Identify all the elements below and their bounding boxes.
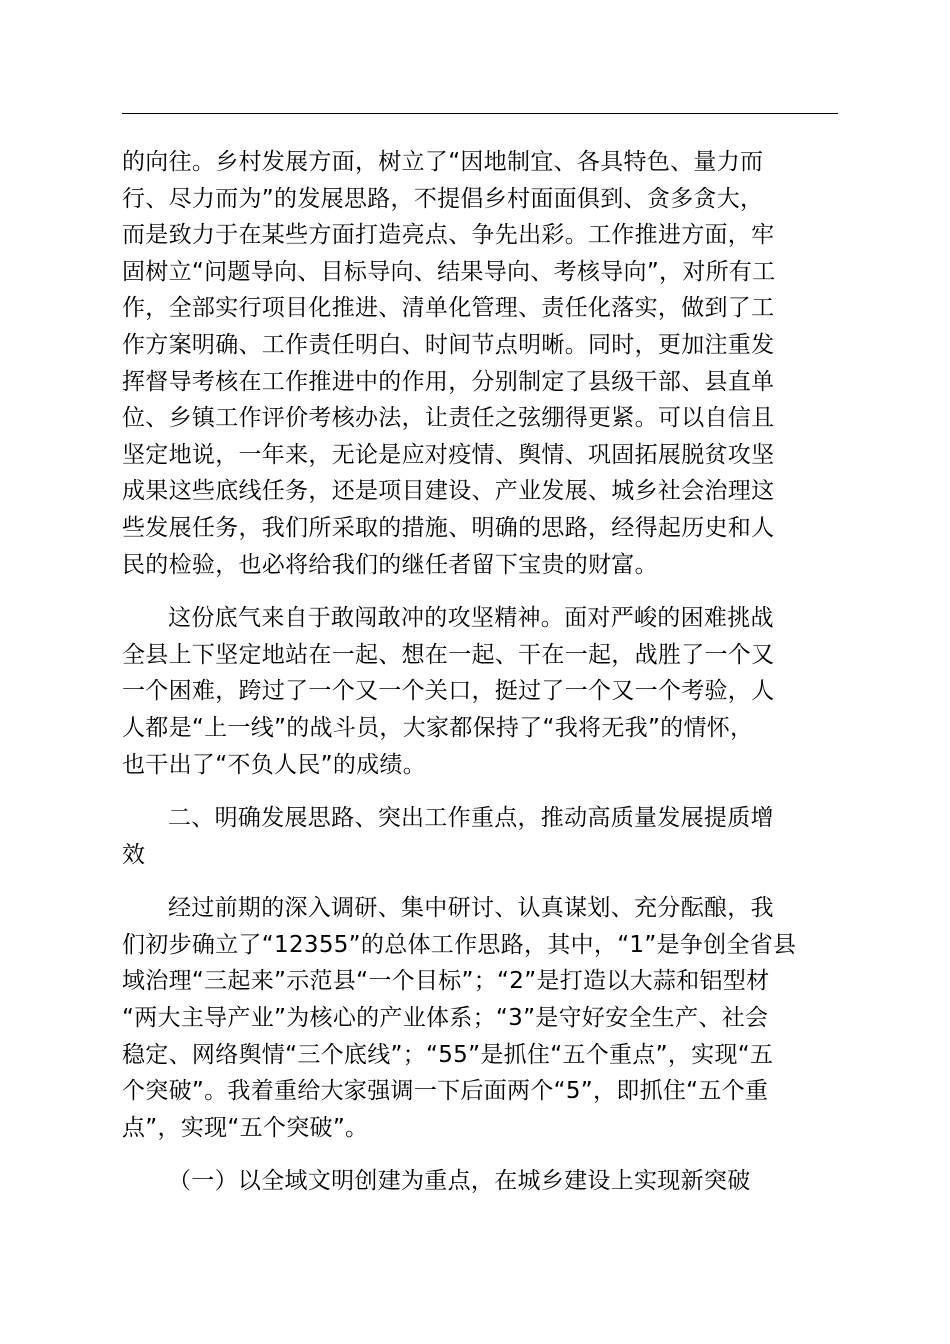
header-divider — [122, 113, 838, 114]
section-heading-two: 二、明确发展思路、突出工作重点，推动高质量发展提质增 效 — [122, 805, 774, 868]
paragraph-continuation: 的向往。乡村发展方面，树立了“因地制宜、各具特色、量力而 行、尽力而为”的发展思路，不提倡乡村面面俱到、贪多贪大， 而是致力于在某些方面打造亮点、争先出彩。工作推进方面，牢 固树立“问题导向、目标导向、结果导向、考核导向”，对所有工 作，全部实行项目化推进、清单化管理、责任化落实，做到了工 作方案明确、工作责任明白、时间节点明晰。同时，更加注重发 挥督导考核在工作推进中的作用，分别制定了县级干部、县直单 位、乡镇工作评价考核办法，让责任之弦绷得更紧。可以自信且 坚定地说，一年来，无论是应对疫情、舆情、巩固拓展脱贫攻坚 成果这些底线任务，还是项目建设、产业发展、城乡社会治理这 些发展任务，我们所采取的措施、明确的思路，经得起历史和人 民的检验，也必将给我们的继任者留下宝贵的财富。 — [122, 149, 776, 578]
paragraph-12355-plan: 经过前期的深入调研、集中研讨、认真谋划、充分酝酿，我 们初步确立了“12355”的总体工作思路，其中，“1”是争创全省县 域治理“三起来”示范县“一个目标”；“2”是打造以大蒜和铝型材 “两大主导产业”为核心的产业体系；“3”是守好安全生产、社会 稳定、网络舆情“三个底线”；“55”是抓住“五个重点”，实现“五 个突破”。我着重给大家强调一下后面两个“5”，即抓住“五个重 点”，实现“五个突破”。 — [122, 895, 797, 1141]
document-body — [122, 144, 838, 1200]
paragraph-spirit: 这份底气来自于敢闯敢冲的攻坚精神。面对严峻的困难挑战 全县上下坚定地站在一起、想在一起、干在一起，战胜了一个又 一个困难，跨过了一个又一个关口，挺过了一个又一个考验，人 人都是“上一线”的战斗员，大家都保持了“我将无我”的情怀， 也干出了“不负人民”的成绩。 — [122, 605, 775, 778]
subsection-heading-one: （一）以全域文明创建为重点，在城乡建设上实现新突破 — [168, 1168, 751, 1195]
